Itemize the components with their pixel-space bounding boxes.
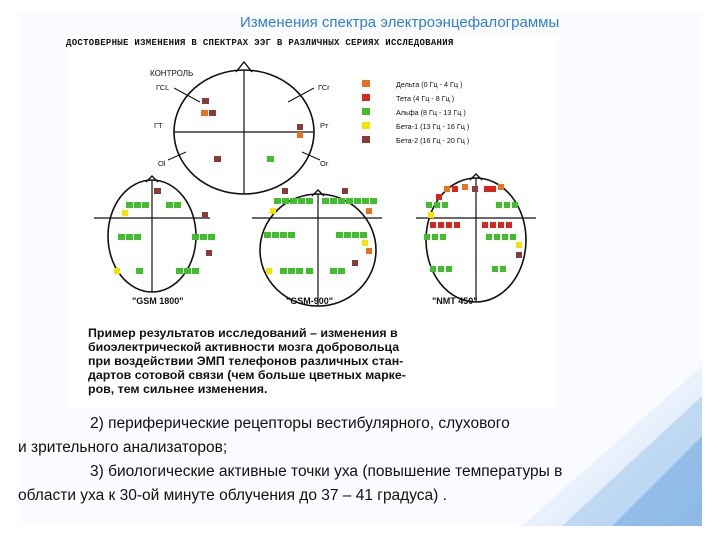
caption-line: биоэлектрической активности мозга добровольца bbox=[88, 340, 400, 354]
series-label-gsm1800: "GSM 1800" bbox=[132, 296, 184, 306]
series-label-gsm900: "GSM-900" bbox=[286, 296, 334, 306]
body-line: 3) биологические активные точки уха (повышение температуры в bbox=[90, 463, 563, 480]
head-nmt450 bbox=[416, 174, 536, 302]
figure-title: ДОСТОВЕРНЫЕ ИЗМЕНЕНИЯ В СПЕКТРАХ ЭЭГ В РАЗЛИЧНЫХ СЕРИЯХ ИССЛЕДОВАНИЯ bbox=[66, 38, 454, 48]
body-line: области уха к 30-ой минуте облучения до 37 – 41 градуса) . bbox=[18, 487, 447, 504]
legend-swatch-delta bbox=[362, 80, 370, 87]
legend-swatch-beta2 bbox=[362, 136, 370, 143]
legend-label-theta: Тета (4 Гц - 8 Гц ) bbox=[396, 94, 455, 103]
lead-o-left: Ol bbox=[158, 159, 166, 168]
caption-line: дартов сотовой связи (чем больше цветных марке- bbox=[88, 368, 406, 382]
figure-caption bbox=[88, 326, 528, 396]
legend-label-beta1: Бета-1 (13 Гц - 16 Гц ) bbox=[396, 122, 470, 131]
lead-t-right: Рт bbox=[320, 121, 329, 130]
control-head bbox=[168, 62, 320, 194]
caption-line: ров, тем сильнее изменения. bbox=[88, 382, 268, 396]
legend-label-beta2: Бета-2 (16 Гц - 20 Гц ) bbox=[396, 136, 470, 145]
legend-label-delta: Дельта (0 Гц - 4 Гц ) bbox=[396, 80, 463, 89]
series-label-nmt450: "NMT 450" bbox=[432, 296, 478, 306]
body-line: и зрительного анализаторов; bbox=[18, 439, 228, 456]
control-label: КОНТРОЛЬ bbox=[150, 69, 194, 78]
legend-label-alpha: Альфа (8 Гц - 13 Гц ) bbox=[396, 108, 466, 117]
caption-line: Пример результатов исследований – изменения в bbox=[88, 326, 398, 340]
lead-o-right: Or bbox=[320, 159, 329, 168]
caption-line: при воздействии ЭМП телефонов различных стан- bbox=[88, 354, 404, 368]
body-text bbox=[18, 412, 698, 508]
legend-swatch-alpha bbox=[362, 108, 370, 115]
body-line: 2) периферические рецепторы вестибулярного, слухового bbox=[90, 415, 510, 432]
legend-swatch-theta bbox=[362, 94, 370, 101]
slide-title: Изменения спектра электроэнцефалограммы bbox=[240, 14, 560, 31]
legend-swatch-beta1 bbox=[362, 122, 370, 129]
head-gsm900 bbox=[252, 188, 382, 306]
eeg-figure bbox=[66, 36, 558, 408]
lead-gs-left: ГСL bbox=[156, 83, 170, 92]
lead-gs-right: ГСr bbox=[318, 83, 330, 92]
lead-t-left: ГТ bbox=[154, 121, 163, 130]
legend bbox=[362, 80, 469, 145]
head-gsm1800 bbox=[94, 176, 215, 292]
